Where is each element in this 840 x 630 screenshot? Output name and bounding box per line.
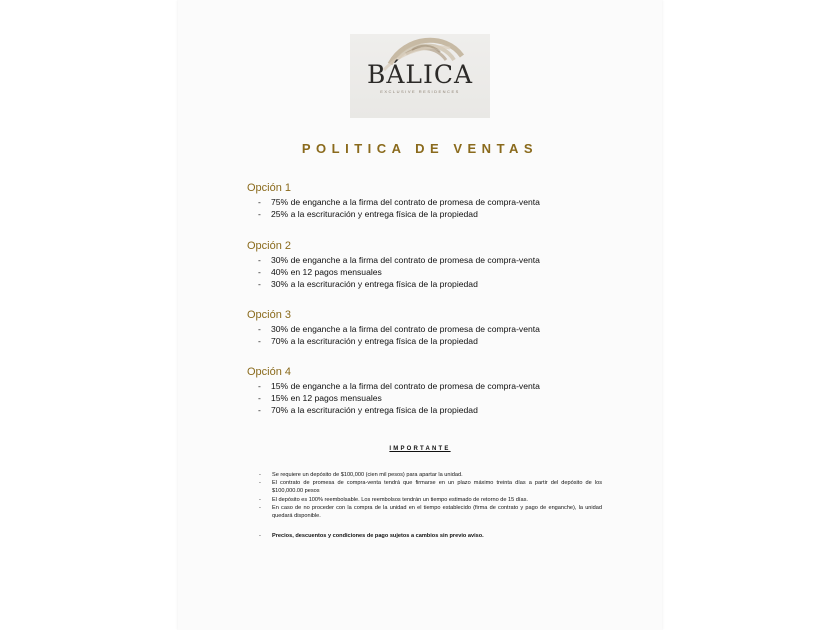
disclaimer: - Precios, descuentos y condiciones de pago sujetos a cambios sin previo aviso. — [258, 532, 602, 540]
list-item: - 70% a la escrituración y entrega física de la propiedad — [247, 335, 647, 347]
list-item: - 40% en 12 pagos mensuales — [247, 266, 647, 278]
option-title: Opción 4 — [247, 366, 292, 378]
list-item: - 25% a la escrituración y entrega física de la propiedad — [247, 208, 647, 220]
option-1 — [247, 182, 647, 220]
list-item: - 75% de enganche a la firma del contrato de promesa de compra-venta — [247, 196, 647, 208]
logo-wordmark: BÁLICA — [366, 60, 474, 89]
option-2 — [247, 240, 647, 290]
list-item: - 15% en 12 pagos mensuales — [247, 392, 647, 404]
list-item: - Se requiere un depósito de $100,000 (cien mil pesos) para apartar la unidad. — [258, 471, 602, 479]
list-item: - El depósito es 100% reembolsable. Los reembolsos tendrán un tiempo estimado de retorno de 15 días. — [258, 496, 602, 504]
list-item: - 30% de enganche a la firma del contrato de promesa de compra-venta — [247, 323, 647, 335]
balica-logo — [350, 34, 490, 118]
option-title: Opción 3 — [247, 309, 292, 321]
document-page — [178, 0, 662, 630]
option-list — [247, 323, 647, 347]
option-4 — [247, 366, 647, 416]
important-heading: IMPORTANTE — [389, 446, 451, 452]
list-item: - 30% a la escrituración y entrega física de la propiedad — [247, 278, 647, 290]
list-item: - 15% de enganche a la firma del contrato de promesa de compra-venta — [247, 380, 647, 392]
option-title: Opción 2 — [247, 240, 292, 252]
option-title: Opción 1 — [247, 182, 292, 194]
option-list — [247, 380, 647, 416]
important-notes — [258, 471, 602, 520]
option-3 — [247, 309, 647, 347]
option-list — [247, 196, 647, 220]
option-list — [247, 254, 647, 290]
document-title: POLITICA DE VENTAS — [301, 141, 539, 156]
list-item: - En caso de no proceder con la compra de la unidad en el tiempo establecido (firma de contrato y pago de enganche), la unidad quedará disponible. — [258, 504, 602, 520]
list-item: - 30% de enganche a la firma del contrato de promesa de compra-venta — [247, 254, 647, 266]
list-item: - 70% a la escrituración y entrega física de la propiedad — [247, 404, 647, 416]
logo-tagline: EXCLUSIVE RESIDENCES — [380, 89, 460, 94]
list-item: - El contrato de promesa de compra-venta tendrá que firmarse en un plazo máximo treinta días a partir del depósito de los $100,000.00 pesos — [258, 479, 602, 495]
